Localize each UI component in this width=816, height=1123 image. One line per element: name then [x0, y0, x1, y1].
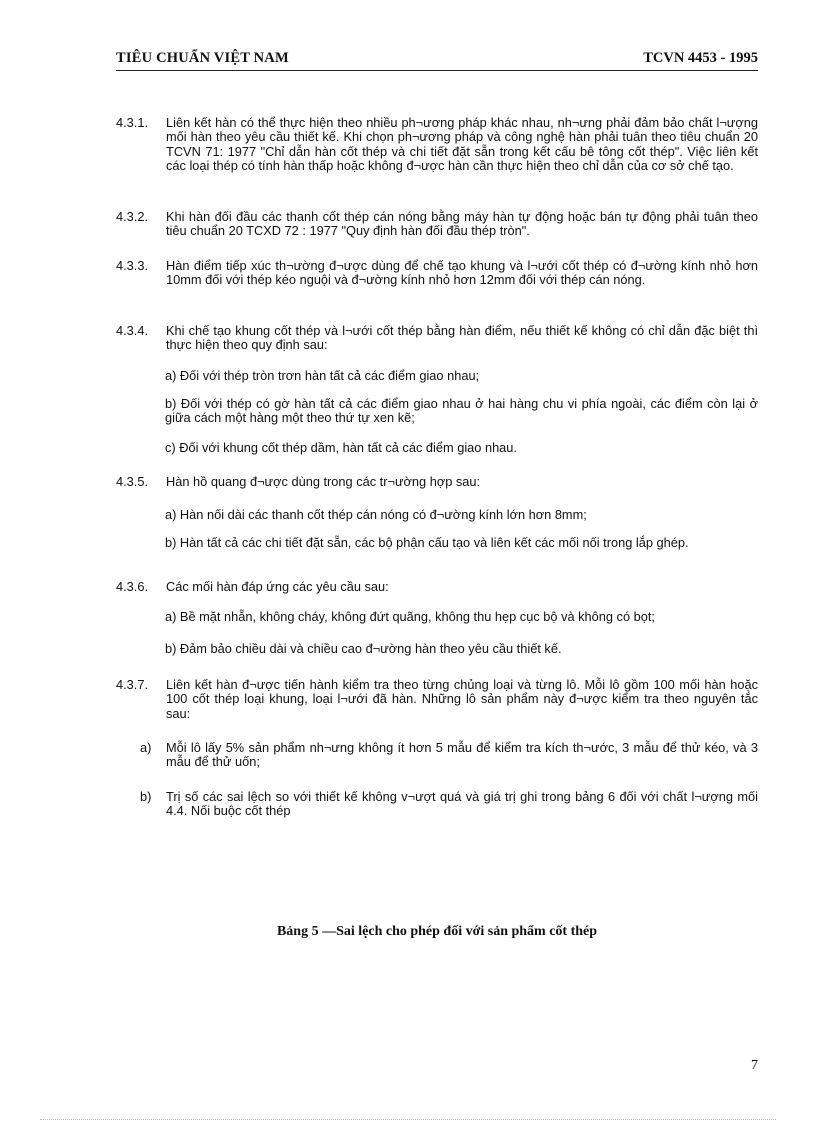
section-4-3-5-item-b: b) Hàn tất cả các chi tiết đặt sẵn, các bộ phận cấu tạo và liên kết các mối nối trong lắp ghép.	[165, 535, 689, 550]
header-standard-title: TIÊU CHUẨN VIỆT NAM	[116, 50, 289, 66]
item-text: Mỗi lô lấy 5% sản phẩm nh¬ưng không ít hơn 5 mẫu để kiểm tra kích th¬ước, 3 mẫu để thử kéo, và 3 mẫu để thử uốn;	[166, 740, 758, 770]
section-text: Hàn hồ quang đ¬ược dùng trong các tr¬ường hợp sau:	[166, 474, 481, 489]
section-text: Hàn điểm tiếp xúc th¬ường đ¬ược dùng để chế tạo khung và l¬ưới cốt thép có đ¬ường kính nhỏ hơn 10mm đối với thép kéo nguội và đ¬ường kính nhỏ hơn 12mm đối với thép cán nóng.	[166, 258, 758, 288]
section-4-3-4-item-c: c) Đối với khung cốt thép dầm, hàn tất cả các điểm giao nhau.	[165, 440, 517, 455]
section-4-3-5-item-a: a) Hàn nối dài các thanh cốt thép cán nóng có đ¬ường kính lớn hơn 8mm;	[165, 507, 587, 522]
page-header	[116, 50, 758, 71]
page-bottom-border	[40, 1119, 776, 1120]
header-standard-code: TCVN 4453 - 1995	[643, 50, 758, 66]
item-marker: a)	[140, 740, 152, 755]
section-text: Liên kết hàn đ¬ược tiến hành kiểm tra theo từng chủng loại và từng lô. Mỗi lô gồm 100 mối hàn hoặc 100 cốt thép loại khung, loại l¬ưới đã hàn. Những lô sản phẩm này đ¬ược kiểm tra theo nguyên tắc sau:	[166, 677, 758, 721]
table-caption: Bảng 5 —Sai lệch cho phép đối với sản phẩm cốt thép	[276, 924, 598, 939]
section-4-3-6-item-a: a) Bề mặt nhẵn, không cháy, không đứt quãng, không thu hẹp cục bộ và không có bọt;	[165, 609, 655, 624]
item-text: Trị số các sai lệch so với thiết kế không v¬ượt quá và giá trị ghi trong bảng 6 đối với chất l¬ượng mối 4.4. Nối buộc cốt thép	[166, 789, 758, 819]
section-text: Các mối hàn đáp ứng các yêu cầu sau:	[166, 579, 389, 594]
section-number: 4.3.7.	[116, 677, 149, 692]
section-4-3-4-item-b: b) Đối với thép có gờ hàn tất cả các điểm giao nhau ở hai hàng chu vi phía ngoài, các điểm còn lại ở giữa cách một hàng một theo thứ tự xen kẽ;	[165, 396, 758, 426]
section-number: 4.3.4.	[116, 323, 149, 338]
item-marker: b)	[140, 789, 152, 804]
section-text: Khi hàn đối đầu các thanh cốt thép cán nóng bằng máy hàn tự động hoặc bán tự động phải tuân theo tiêu chuẩn 20 TCXD 72 : 1977 "Quy định hàn đối đầu thép tròn".	[166, 209, 758, 239]
section-number: 4.3.2.	[116, 209, 149, 224]
page-number: 7	[751, 1058, 758, 1073]
section-number: 4.3.1.	[116, 115, 149, 130]
section-number: 4.3.6.	[116, 579, 149, 594]
section-number: 4.3.5.	[116, 474, 149, 489]
section-text: Khi chế tạo khung cốt thép và l¬ưới cốt thép bằng hàn điểm, nếu thiết kế không có chỉ dẫn đặc biệt thì thực hiện theo quy định sau:	[166, 323, 758, 353]
section-4-3-4-item-a: a) Đối với thép tròn trơn hàn tất cả các điểm giao nhau;	[165, 368, 480, 383]
section-number: 4.3.3.	[116, 258, 149, 273]
section-4-3-6-item-b: b) Đảm bảo chiều dài và chiều cao đ¬ường hàn theo yêu cầu thiết kế.	[165, 641, 562, 656]
section-text: Liên kết hàn có thể thực hiện theo nhiều ph¬ương pháp khác nhau, nh¬ưng phải đảm bảo chất l¬ượng mối hàn theo yêu cầu thiết kế. Khi chọn ph¬ương pháp và công nghệ hàn phải tuân theo tiêu chuẩn 20 TCVN 71: 1977 "Chỉ dẫn hàn cốt thép và chi tiết đặt sẵn trong kết cấu bê tông cốt thép". Việc liên kết các loại thép có tính hàn thấp hoặc không đ¬ược hàn cần thực hiện theo chỉ dẫn của cơ sở chế tạo.	[166, 115, 758, 173]
